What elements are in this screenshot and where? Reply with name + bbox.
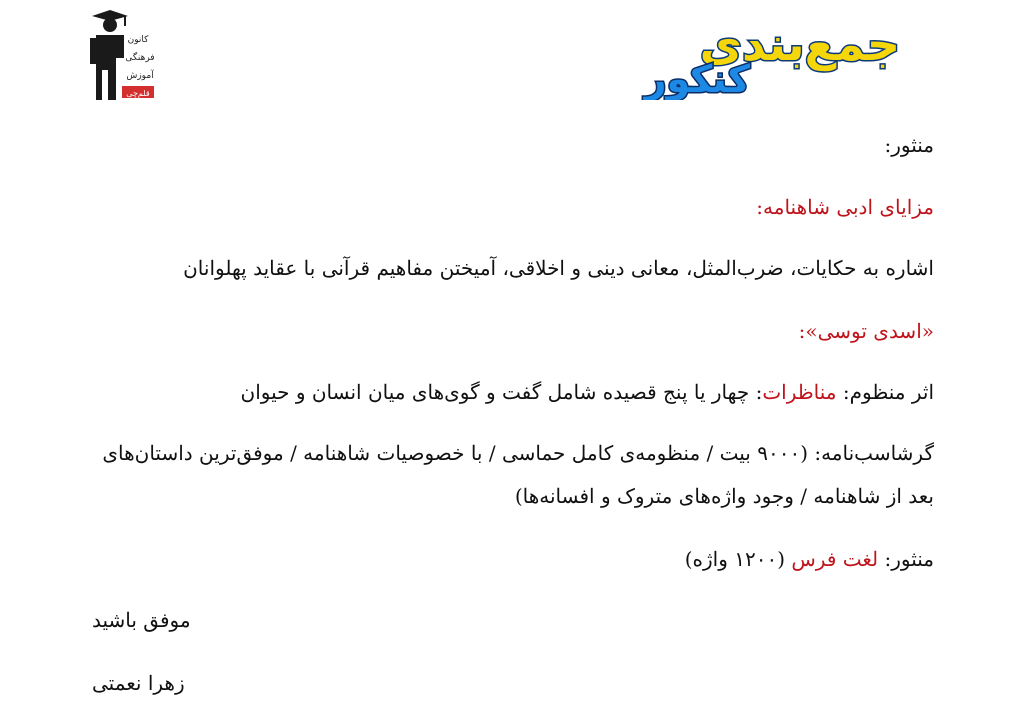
- asadi-tusi-heading: «اسدی توسی»:: [798, 319, 934, 343]
- monazerat-term: مناظرات: [762, 380, 837, 404]
- author-name: زهرا نعمتی: [92, 671, 185, 695]
- manzum-work-line: [88, 377, 934, 407]
- manthur-loghat-line: [88, 544, 934, 574]
- loghat-fors-count: (۱۲۰۰ واژه): [684, 547, 792, 571]
- logo-title-bottom: کنکور: [644, 57, 750, 100]
- manthur-heading-1: منثور:: [884, 133, 934, 157]
- kanoon-logo: [88, 8, 158, 100]
- logo-title-top: جمع‌بندی: [699, 17, 900, 71]
- jambandi-konkur-logo: [600, 8, 920, 100]
- shahnameh-merits-heading: مزایای ادبی شاهنامه:: [756, 195, 934, 219]
- manthur-label: منثور:: [878, 547, 934, 571]
- shahnameh-merits-text: اشاره به حکایات، ضرب‌المثل، معانی دینی و اخلاقی، آمیختن مفاهیم قرآنی با عقاید پهلوانان: [183, 256, 934, 280]
- good-luck-text: موفق باشید: [92, 608, 191, 632]
- loghat-fors-term: لغت فرس: [791, 547, 879, 571]
- kanoon-logo-line: کانون: [127, 35, 149, 45]
- kanoon-logo-line: قلم‌چی: [126, 89, 150, 98]
- garshasbnameh-line-2: بعد از شاهنامه / وجود واژه‌های متروک و افسانه‌ها): [514, 484, 934, 508]
- kanoon-logo-line: فرهنگی: [125, 53, 155, 63]
- garshasbnameh-line-1: گرشاسب‌نامه: (۹۰۰۰ بیت / منظومه‌ی کامل حماسی / با خصوصیات شاهنامه / موفق‌ترین داستان‌های: [102, 441, 934, 465]
- kanoon-logo-line: آموزش: [126, 71, 154, 81]
- monazerat-description: : چهار یا پنج قصیده شامل گفت و گوی‌های میان انسان و حیوان: [240, 380, 763, 404]
- manzum-work-label: اثر منظوم:: [836, 380, 934, 404]
